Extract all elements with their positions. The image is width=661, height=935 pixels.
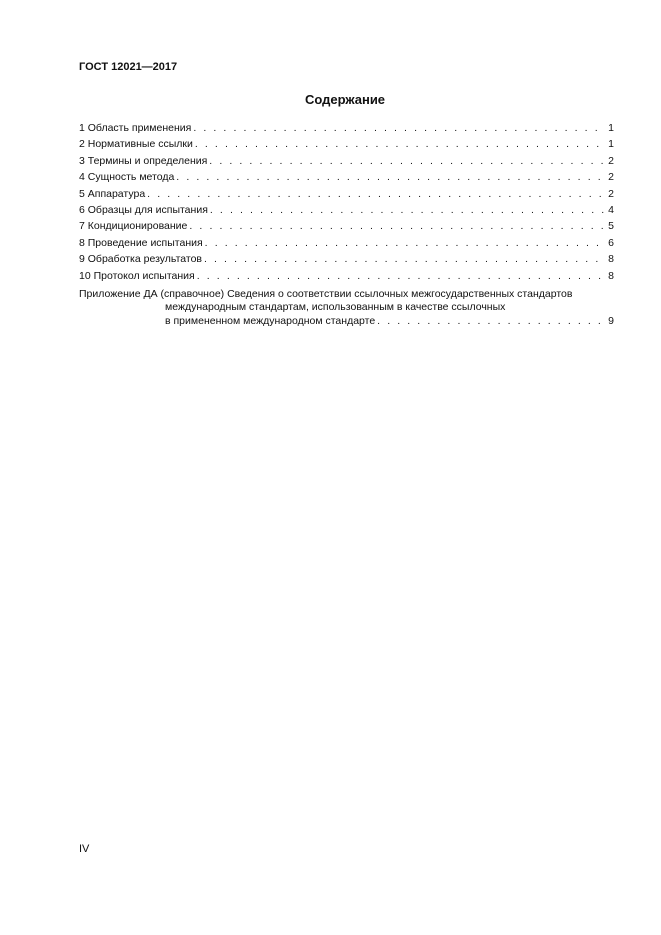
- toc-entry-label: 1 Область применения: [79, 122, 192, 134]
- toc-entry-label: 3 Термины и определения: [79, 154, 208, 167]
- toc-entry-label: 10 Протокол испытания: [79, 269, 195, 282]
- toc-entry[interactable]: [79, 204, 614, 220]
- dot-leader: [147, 188, 605, 200]
- toc-entry[interactable]: [79, 122, 614, 138]
- dot-leader: [209, 155, 605, 167]
- toc-entry[interactable]: [79, 253, 614, 269]
- dot-leader: [176, 171, 605, 183]
- dot-leader: [197, 270, 605, 282]
- dot-leader: [377, 315, 605, 327]
- toc-entry[interactable]: [79, 188, 614, 204]
- page-number: 5: [608, 220, 614, 233]
- appendix-title-cont: международным стандартам, использованным в качестве ссылочных: [165, 301, 506, 314]
- appendix-title: Приложение ДА (справочное) Сведения о соответствии ссылочных межгосударственных стандартов: [79, 287, 573, 300]
- page-number: 1: [608, 122, 614, 134]
- appendix-title-end: в примененном международном стандарте: [165, 314, 376, 327]
- page-number: 2: [608, 187, 614, 200]
- toc-entry-label: 8 Проведение испытания: [79, 236, 203, 249]
- toc-entry-label: 4 Сущность метода: [79, 171, 175, 184]
- page-number: 1: [608, 138, 614, 151]
- toc-entry[interactable]: [79, 270, 614, 286]
- dot-leader: [210, 204, 605, 216]
- dot-leader: [204, 253, 605, 265]
- toc-entry-label: 6 Образцы для испытания: [79, 203, 208, 216]
- page-number: 2: [608, 154, 614, 167]
- toc-entry-label: 9 Обработка результатов: [79, 253, 202, 266]
- toc-entry[interactable]: [79, 171, 614, 187]
- table-of-contents: [79, 122, 614, 331]
- toc-entry[interactable]: [79, 155, 614, 171]
- page-number: 2: [608, 171, 614, 184]
- toc-entry-label: 5 Аппаратура: [79, 187, 146, 200]
- dot-leader: [193, 122, 605, 134]
- toc-appendix-line2[interactable]: [79, 301, 614, 315]
- dot-leader: [205, 237, 605, 249]
- page-footer-number: IV: [79, 843, 90, 855]
- toc-appendix-line1[interactable]: [79, 288, 614, 302]
- toc-entry[interactable]: [79, 220, 614, 236]
- document-code: ГОСТ 12021—2017: [79, 61, 178, 73]
- page-number: 4: [608, 203, 614, 216]
- toc-entry[interactable]: [79, 138, 614, 154]
- toc-entry[interactable]: [79, 237, 614, 253]
- page-number: 6: [608, 236, 614, 249]
- page-title: Содержание: [304, 92, 386, 107]
- page-number: 8: [608, 269, 614, 282]
- dot-leader: [189, 220, 605, 232]
- toc-entry-label: 7 Кондиционирование: [79, 220, 188, 233]
- page-number: 8: [608, 253, 614, 266]
- page-number: 9: [608, 314, 614, 327]
- toc-appendix-line3[interactable]: [79, 315, 614, 331]
- toc-entry-label: 2 Нормативные ссылки: [79, 138, 193, 151]
- dot-leader: [195, 138, 605, 150]
